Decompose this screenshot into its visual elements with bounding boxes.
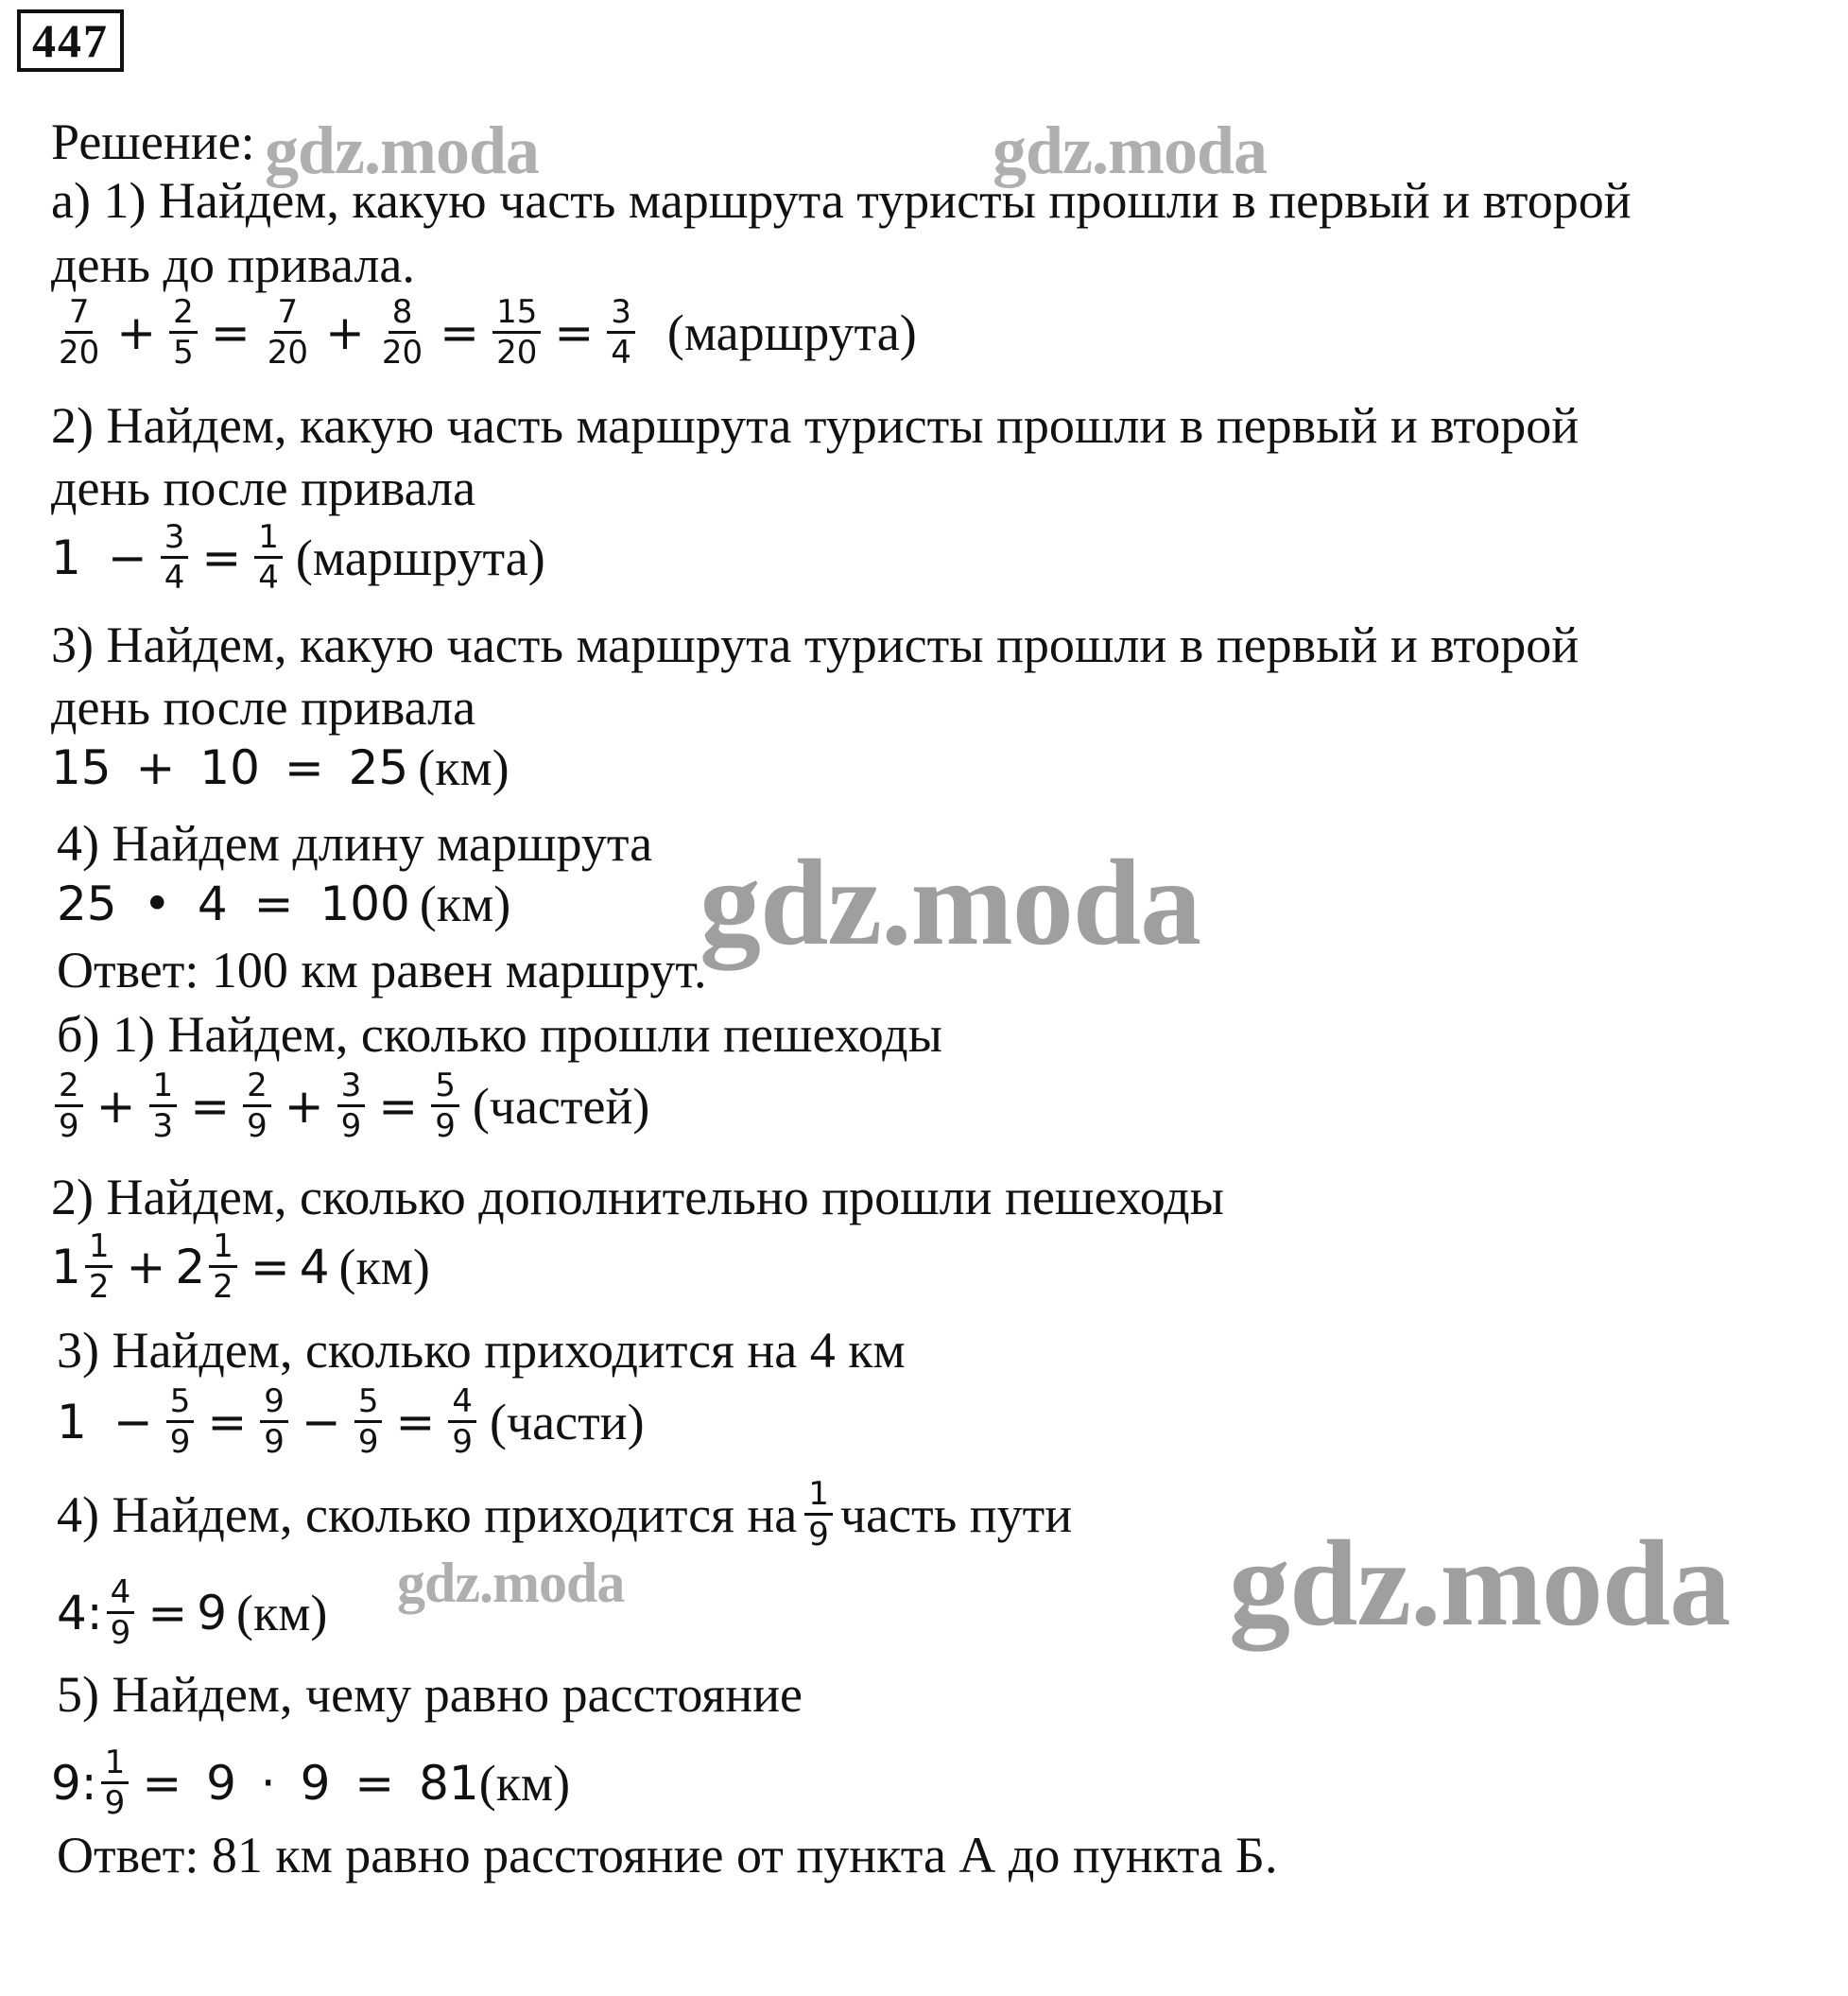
fraction: $\frac{1}{9}$	[101, 1745, 130, 1820]
watermark: gdz.moda	[397, 1552, 625, 1614]
fraction: $\frac{1}{3}$	[149, 1068, 178, 1143]
problem-number: 447	[17, 9, 124, 72]
unit-label: (частей)	[472, 1077, 650, 1135]
unit-label: (км)	[236, 1584, 328, 1641]
unit-label: (маршрута)	[295, 529, 545, 586]
a-step2-text-line2: день после привала	[51, 460, 476, 516]
fraction: $\frac{2}{9}$	[55, 1068, 83, 1143]
b-step5-text: 5) Найдем, чему равно расстояние	[57, 1666, 803, 1723]
unit-label: (км)	[338, 1238, 430, 1295]
fraction: $\frac{15}{20}$	[492, 295, 541, 370]
fraction: $\frac{2}{5}$	[169, 295, 198, 370]
b-step5-equation: 9: $\frac{1}{9}$ = 9 · 9 = 81 (км)	[51, 1744, 571, 1822]
fraction: $\frac{7}{20}$	[59, 293, 100, 372]
a-step1-text-line2: день до привала.	[51, 236, 415, 293]
unit-label: (части)	[490, 1393, 645, 1450]
a-step4-text: 4) Найдем длину маршрута	[57, 815, 653, 872]
b-step2-equation: 1 $\frac{1}{2}$ + 2 $\frac{1}{2}$ = 4 (км)	[51, 1227, 430, 1306]
a-step3-equation: 15 + 10 = 25 (км)	[51, 739, 509, 796]
solution-label: Решение:	[51, 113, 255, 170]
a-answer: Ответ: 100 км равен маршрут.	[57, 942, 707, 998]
fraction: $\frac{1}{4}$	[254, 520, 283, 595]
fraction: $\frac{5}{9}$	[431, 1068, 459, 1143]
fraction: $\frac{1}{9}$	[804, 1477, 833, 1552]
b-step4-equation: 4: $\frac{4}{9}$ = 9 (км)	[57, 1573, 328, 1652]
watermark: gdz.moda	[699, 835, 1201, 971]
a-step4-equation: 25 • 4 = 100 (км)	[57, 876, 511, 932]
a-step1-equation: $\frac{7}{20}$ + $\frac{2}{5}$ = $\frac{7}{20}$ + $\frac{8}{20}$ = $\frac{15}{20}$ = $\frac{3}{4}$ (маршрута)	[51, 295, 917, 370]
b-step1-equation: $\frac{2}{9}$ + $\frac{1}{3}$ = $\frac{2}{9}$ + $\frac{3}{9}$ = $\frac{5}{9}$ (частей)	[51, 1068, 649, 1143]
a-step2-equation: 1 − $\frac{3}{4}$ = $\frac{1}{4}$ (маршрута)	[51, 518, 545, 597]
fraction: $\frac{3}{4}$	[607, 295, 635, 370]
fraction: $\frac{4}{9}$	[107, 1575, 135, 1650]
a-step2-text-line1: 2) Найдем, какую часть маршрута туристы прошли в первый и второй	[51, 397, 1580, 454]
a-step3-text-line2: день после привала	[51, 679, 476, 736]
unit-label: (маршрута)	[666, 304, 917, 361]
unit-label: (км)	[478, 1754, 571, 1812]
b-answer: Ответ: 81 км равно расстояние от пункта А до пункта Б.	[57, 1827, 1278, 1883]
fraction: $\frac{1}{2}$	[209, 1229, 237, 1304]
fraction: $\frac{9}{9}$	[260, 1384, 288, 1459]
b-step4-text: 4) Найдем, сколько приходится на $\frac{1}{9}$ часть пути	[57, 1475, 1073, 1553]
fraction: $\frac{5}{9}$	[166, 1384, 195, 1459]
fraction: $\frac{1}{2}$	[85, 1229, 113, 1304]
unit-label: (км)	[418, 739, 509, 796]
fraction: $\frac{4}{9}$	[448, 1384, 476, 1459]
b-step3-equation: 1 − $\frac{5}{9}$ = $\frac{9}{9}$ − $\frac{5}{9}$ = $\frac{4}{9}$ (части)	[57, 1382, 645, 1461]
a-step3-text-line1: 3) Найдем, какую часть маршрута туристы прошли в первый и второй	[51, 616, 1580, 673]
fraction: $\frac{2}{9}$	[243, 1068, 271, 1143]
b-step2-text: 2) Найдем, сколько дополнительно прошли пешеходы	[51, 1169, 1224, 1225]
watermark: gdz.moda	[993, 113, 1268, 188]
b-step3-text: 3) Найдем, сколько приходится на 4 км	[57, 1322, 906, 1379]
fraction: $\frac{8}{20}$	[381, 293, 423, 372]
unit-label: (км)	[419, 876, 511, 932]
a-step1-text-line1: а) 1) Найдем, какую часть маршрута туристы прошли в первый и второй	[51, 172, 1632, 229]
fraction: $\frac{3}{4}$	[161, 520, 189, 595]
fraction: $\frac{3}{9}$	[337, 1068, 366, 1143]
fraction: $\frac{5}{9}$	[354, 1384, 383, 1459]
fraction: $\frac{7}{20}$	[267, 293, 308, 372]
b-step1-text: б) 1) Найдем, сколько прошли пешеходы	[57, 1006, 942, 1063]
watermark: gdz.moda	[1229, 1516, 1731, 1652]
watermark: gdz.moda	[265, 113, 540, 188]
